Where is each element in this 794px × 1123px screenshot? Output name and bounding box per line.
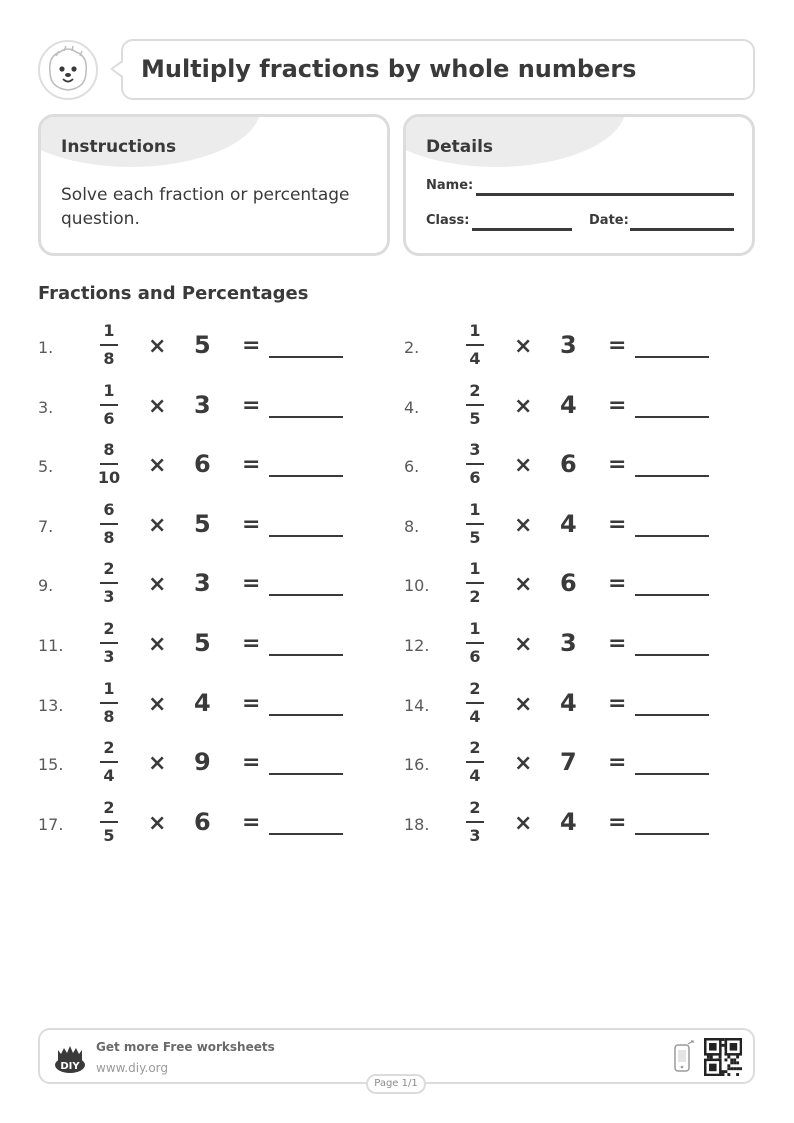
problem-item	[38, 678, 368, 734]
whole-number: 4	[560, 807, 577, 836]
times-sign: ×	[148, 632, 167, 657]
qr-code-icon[interactable]	[704, 1038, 742, 1076]
fraction	[461, 618, 489, 668]
whole-number: 7	[560, 748, 577, 777]
fraction-bar	[100, 761, 118, 763]
fraction	[95, 558, 123, 608]
equals-sign: =	[608, 631, 627, 656]
equals-sign: =	[242, 452, 261, 478]
fraction-bar	[100, 523, 118, 525]
answer-line[interactable]	[269, 654, 343, 656]
fraction-bar	[100, 642, 118, 644]
fraction-bar	[466, 761, 484, 763]
fraction-bar	[100, 463, 118, 465]
times-sign: ×	[514, 572, 533, 598]
times-sign: ×	[148, 393, 167, 419]
fraction-denominator: 3	[469, 825, 481, 845]
times-sign: ×	[514, 334, 533, 359]
problem-number: 15.	[38, 755, 64, 775]
fraction-bar	[466, 463, 484, 465]
times-sign: ×	[514, 453, 533, 479]
fraction-denominator: 10	[97, 468, 121, 488]
equals-sign: =	[242, 571, 261, 597]
fraction-numerator: 1	[103, 321, 115, 340]
times-sign: ×	[514, 751, 533, 777]
whole-number: 4	[560, 509, 577, 538]
answer-line[interactable]	[635, 654, 709, 656]
whole-number: 6	[560, 450, 577, 479]
fraction-bar	[466, 582, 484, 584]
whole-number: 3	[560, 331, 577, 359]
details-panel	[403, 114, 755, 256]
date-label: Date:	[589, 213, 629, 228]
fraction-numerator: 6	[103, 499, 115, 519]
fraction-denominator: 2	[469, 587, 481, 607]
times-sign: ×	[148, 334, 167, 359]
fraction-numerator: 2	[469, 797, 481, 817]
whole-number: 5	[194, 331, 211, 359]
fraction-numerator: 2	[469, 380, 481, 400]
problem-number: 7.	[38, 516, 54, 536]
whole-number: 5	[194, 629, 211, 657]
fraction-numerator: 2	[469, 678, 481, 698]
section-title: Fractions and Percentages	[38, 283, 309, 304]
instructions-text: Solve each fraction or percentage question.	[61, 185, 350, 229]
times-sign: ×	[514, 810, 533, 836]
instructions-heading: Instructions	[61, 137, 177, 157]
problem-number: 18.	[404, 814, 430, 834]
fraction-numerator: 8	[103, 440, 115, 460]
fraction	[461, 320, 489, 370]
mascot-icon	[38, 40, 98, 100]
instructions-panel	[38, 114, 390, 256]
answer-line[interactable]	[635, 773, 709, 775]
answer-line[interactable]	[635, 535, 709, 537]
fraction-bar	[100, 344, 118, 346]
footer-promo: Get more Free worksheets	[96, 1040, 275, 1054]
fraction	[95, 439, 123, 489]
fraction-denominator: 6	[103, 408, 115, 428]
answer-line[interactable]	[269, 833, 343, 835]
fraction-bar	[466, 821, 484, 823]
fraction-numerator: 1	[103, 678, 115, 698]
whole-number: 4	[560, 688, 577, 717]
fraction-numerator: 2	[469, 738, 481, 758]
fraction-numerator: 1	[469, 619, 481, 638]
times-sign: ×	[148, 453, 167, 479]
problem-number: 4.	[404, 397, 420, 417]
fraction	[461, 439, 489, 489]
times-sign: ×	[148, 751, 167, 777]
times-sign: ×	[514, 632, 533, 657]
equals-sign: =	[242, 750, 261, 776]
problem-number: 2.	[404, 338, 420, 357]
equals-sign: =	[242, 511, 261, 537]
problem-number: 14.	[404, 695, 430, 715]
fraction-denominator: 8	[103, 349, 115, 368]
equals-sign: =	[242, 333, 261, 358]
answer-line[interactable]	[269, 356, 343, 358]
whole-number: 6	[194, 807, 211, 836]
times-sign: ×	[148, 572, 167, 598]
problem-item	[38, 558, 368, 614]
fraction-numerator: 1	[103, 380, 115, 400]
fraction-denominator: 5	[103, 825, 115, 845]
fraction-numerator: 1	[469, 559, 481, 579]
fraction-bar	[100, 582, 118, 584]
fraction	[95, 737, 123, 787]
fraction-bar	[100, 404, 118, 406]
fraction-denominator: 4	[469, 706, 481, 726]
equals-sign: =	[608, 452, 627, 478]
fraction-bar	[100, 821, 118, 823]
fraction	[461, 797, 489, 847]
equals-sign: =	[608, 690, 627, 716]
equals-sign: =	[608, 750, 627, 776]
fraction-numerator: 2	[103, 797, 115, 817]
problem-number: 16.	[404, 755, 430, 775]
answer-line[interactable]	[269, 594, 343, 596]
fraction-bar	[100, 702, 118, 704]
times-sign: ×	[514, 691, 533, 717]
fraction-numerator: 2	[103, 619, 115, 638]
problem-number: 5.	[38, 457, 54, 477]
problem-item	[38, 797, 368, 853]
problem-item	[404, 797, 734, 853]
problem-number: 17.	[38, 814, 64, 834]
details-heading: Details	[426, 137, 494, 157]
fraction	[95, 797, 123, 847]
fraction	[461, 499, 489, 549]
fraction	[95, 499, 123, 549]
problem-number: 8.	[404, 516, 420, 536]
times-sign: ×	[148, 512, 167, 538]
problem-item	[404, 380, 734, 436]
problem-item	[38, 737, 368, 793]
fraction-denominator: 6	[469, 468, 481, 488]
phone-icon	[672, 1040, 696, 1074]
page-title: Multiply fractions by whole numbers	[141, 55, 637, 83]
fraction-numerator: 1	[469, 321, 481, 340]
fraction-denominator: 4	[469, 766, 481, 786]
fraction-numerator: 3	[469, 440, 481, 460]
title-box	[121, 39, 755, 100]
fraction-denominator: 4	[469, 349, 481, 368]
equals-sign: =	[242, 631, 261, 656]
fraction	[95, 618, 123, 668]
fraction-bar	[466, 344, 484, 346]
class-field[interactable]	[472, 228, 572, 231]
equals-sign: =	[242, 690, 261, 716]
fraction	[461, 380, 489, 430]
whole-number: 3	[560, 629, 577, 657]
answer-line[interactable]	[635, 833, 709, 835]
problem-item	[404, 499, 734, 555]
problem-item	[38, 439, 368, 495]
problem-number: 11.	[38, 636, 64, 655]
class-label: Class:	[426, 213, 470, 228]
diy-logo-text: DIY	[60, 1061, 80, 1072]
problem-item	[404, 618, 734, 674]
whole-number: 9	[194, 748, 211, 777]
whole-number: 6	[560, 569, 577, 598]
problem-number: 6.	[404, 457, 420, 477]
answer-line[interactable]	[269, 475, 343, 477]
fraction	[95, 678, 123, 728]
fraction	[461, 678, 489, 728]
equals-sign: =	[608, 809, 627, 835]
fraction	[95, 380, 123, 430]
fraction-denominator: 4	[103, 766, 115, 786]
fraction	[95, 320, 123, 370]
fraction	[461, 737, 489, 787]
problem-item	[404, 678, 734, 734]
problem-number: 10.	[404, 576, 430, 596]
problem-item	[38, 320, 368, 376]
whole-number: 6	[194, 450, 211, 479]
whole-number: 3	[194, 390, 211, 419]
equals-sign: =	[242, 809, 261, 835]
fraction-denominator: 6	[469, 647, 481, 666]
page-number: Page 1/1	[366, 1074, 426, 1094]
fraction-numerator: 2	[103, 559, 115, 579]
problem-item	[38, 618, 368, 674]
fraction-bar	[466, 702, 484, 704]
fraction-denominator: 8	[103, 706, 115, 726]
whole-number: 4	[194, 688, 211, 717]
fraction-denominator: 3	[103, 647, 115, 666]
fraction-denominator: 3	[103, 587, 115, 607]
problem-item	[38, 499, 368, 555]
equals-sign: =	[608, 333, 627, 358]
fraction-numerator: 1	[469, 499, 481, 519]
problem-number: 9.	[38, 576, 54, 596]
times-sign: ×	[148, 691, 167, 717]
name-label: Name:	[426, 178, 474, 193]
problem-number: 3.	[38, 397, 54, 417]
whole-number: 5	[194, 509, 211, 538]
fraction-bar	[466, 642, 484, 644]
footer-url[interactable]: www.diy.org	[96, 1061, 168, 1075]
answer-line[interactable]	[269, 714, 343, 716]
fraction-denominator: 5	[469, 408, 481, 428]
fraction-bar	[466, 523, 484, 525]
times-sign: ×	[514, 512, 533, 538]
answer-line[interactable]	[635, 594, 709, 596]
name-field[interactable]	[476, 193, 734, 196]
problem-item	[404, 439, 734, 495]
fraction-denominator: 8	[103, 527, 115, 547]
fraction-numerator: 2	[103, 738, 115, 758]
whole-number: 3	[194, 569, 211, 598]
equals-sign: =	[242, 392, 261, 418]
fraction-denominator: 5	[469, 527, 481, 547]
answer-line[interactable]	[269, 535, 343, 537]
times-sign: ×	[514, 393, 533, 419]
problem-number: 12.	[404, 636, 430, 655]
date-field[interactable]	[630, 228, 734, 231]
fraction	[461, 558, 489, 608]
answer-line[interactable]	[635, 356, 709, 358]
equals-sign: =	[608, 571, 627, 597]
equals-sign: =	[608, 511, 627, 537]
problem-number: 13.	[38, 695, 64, 715]
answer-line[interactable]	[635, 416, 709, 418]
problem-item	[404, 558, 734, 614]
times-sign: ×	[148, 810, 167, 836]
problem-item	[38, 380, 368, 436]
whole-number: 4	[560, 390, 577, 419]
answer-line[interactable]	[635, 475, 709, 477]
problem-item	[404, 320, 734, 376]
fraction-bar	[466, 404, 484, 406]
problem-item	[404, 737, 734, 793]
answer-line[interactable]	[635, 714, 709, 716]
problem-number: 1.	[38, 338, 54, 357]
equals-sign: =	[608, 392, 627, 418]
diy-logo-icon[interactable]	[52, 1040, 88, 1076]
answer-line[interactable]	[269, 416, 343, 418]
answer-line[interactable]	[269, 773, 343, 775]
